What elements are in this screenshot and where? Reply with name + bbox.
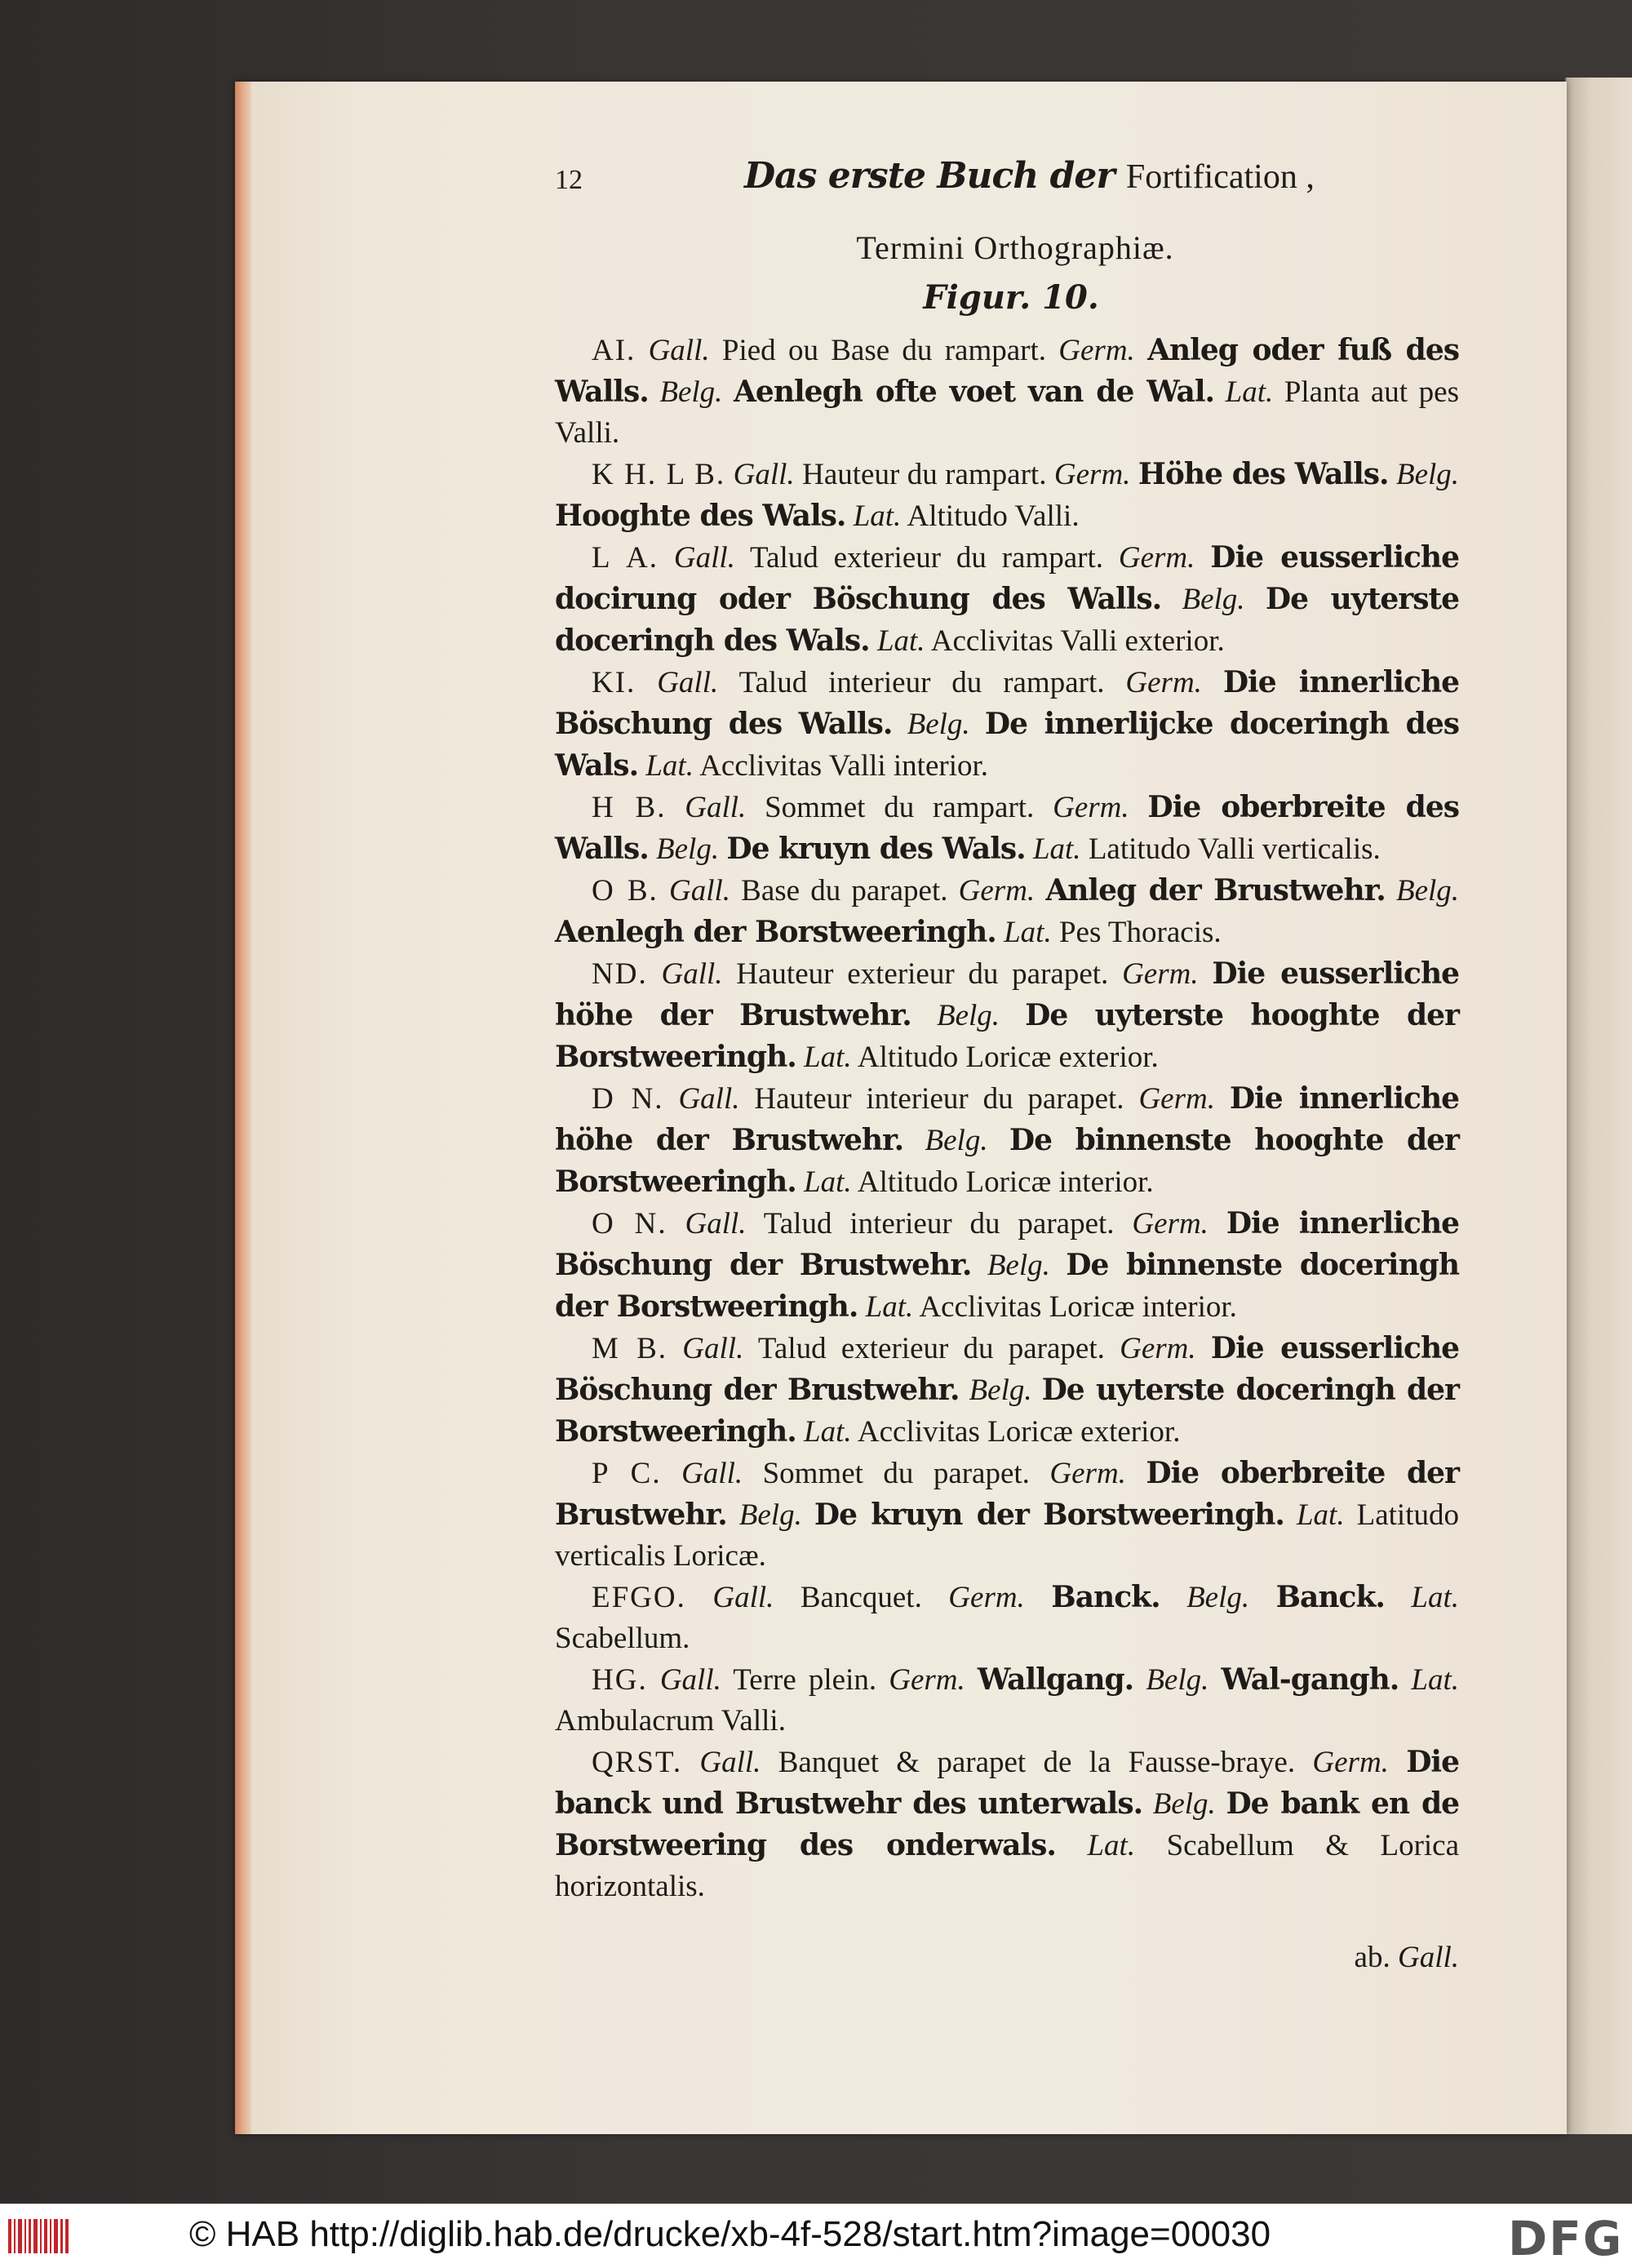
- lang-label-belg: Belg.: [1396, 458, 1460, 491]
- latin-term: Altitudo Loricæ exterior.: [857, 1041, 1159, 1074]
- glossary-entry: [555, 1742, 1459, 1907]
- french-term: Hauteur du rampart.: [802, 458, 1047, 491]
- dutch-term: De uyterste doceringh der Borstweeringh.: [555, 1373, 1460, 1449]
- lang-label-lat: Lat.: [853, 499, 902, 533]
- dutch-term: De kruyn der Borstweeringh.: [814, 1498, 1284, 1532]
- page-number: 12: [555, 165, 583, 195]
- glossary-entry: [555, 662, 1459, 787]
- french-term: Talud exterieur du parapet.: [757, 1332, 1105, 1365]
- entry-key: M B.: [592, 1332, 668, 1365]
- latin-term: Planta aut pes Valli.: [555, 375, 1459, 450]
- lang-label-germ: Germ.: [1132, 1207, 1208, 1241]
- glossary-entry: [555, 1328, 1459, 1453]
- lang-label-germ: Germ.: [1138, 1082, 1215, 1116]
- glossary-entries: [555, 330, 1459, 1907]
- latin-term: Altitudo Loricæ interior.: [857, 1165, 1154, 1199]
- running-title-blackletter: Das erste Buch der: [744, 155, 1115, 197]
- glossary-entry: [555, 1659, 1459, 1742]
- facing-page-edge: [1565, 78, 1632, 2134]
- lang-label-belg: Belg.: [1182, 583, 1245, 616]
- glossary-entry: [555, 787, 1459, 870]
- running-title-punct: ,: [1297, 158, 1315, 196]
- dutch-term: De uyterste hooghte der Borstweeringh.: [555, 998, 1460, 1074]
- lang-label-lat: Lat.: [804, 1041, 852, 1074]
- entry-key: D N.: [592, 1082, 664, 1116]
- entry-key: O N.: [592, 1207, 667, 1241]
- entry-key: H B.: [592, 791, 667, 824]
- lang-label-gall: Gall.: [657, 666, 719, 699]
- barcode-icon: [7, 2216, 70, 2257]
- french-term: Sommet du rampart.: [765, 791, 1035, 824]
- entry-key: QRST.: [592, 1746, 683, 1779]
- dutch-term: Wal-gangh.: [1221, 1662, 1399, 1697]
- lang-label-gall: Gall.: [648, 334, 710, 367]
- german-term: Die innerliche höhe der Brustwehr.: [555, 1081, 1460, 1157]
- lang-label-gall: Gall.: [668, 874, 730, 908]
- glossary-entry: [555, 870, 1459, 953]
- entry-key: O B.: [592, 874, 659, 908]
- dutch-term: Hooghte des Wals.: [555, 499, 846, 533]
- german-term: Die oberbreite der Brustwehr.: [555, 1456, 1460, 1532]
- dutch-term: De binnenste doceringh der Borstweeringh.: [555, 1248, 1459, 1324]
- entry-key: ND.: [592, 957, 648, 991]
- dutch-term: De binnenste hooghte der Borstweeringh.: [555, 1123, 1459, 1199]
- dutch-term: De uyterste doceringh des Wals.: [555, 582, 1460, 658]
- german-term: Die eusserliche Böschung der Brustwehr.: [555, 1331, 1460, 1407]
- lang-label-germ: Germ.: [948, 1581, 1025, 1614]
- lang-label-lat: Lat.: [1411, 1663, 1460, 1697]
- latin-term: Scabellum.: [555, 1622, 690, 1655]
- lang-label-lat: Lat.: [1225, 375, 1274, 409]
- lang-label-belg: Belg.: [1152, 1787, 1216, 1821]
- french-term: Sommet du parapet.: [762, 1457, 1030, 1490]
- dutch-term: De kruyn des Wals.: [726, 832, 1026, 866]
- lang-label-germ: Germ.: [1058, 334, 1135, 367]
- catchword-text: ab.: [1354, 1941, 1390, 1974]
- lang-label-gall: Gall.: [685, 1207, 747, 1241]
- dutch-term: De innerlijcke doceringh des Wals.: [555, 707, 1460, 783]
- latin-term: Scabellum & Lorica horizontalis.: [555, 1829, 1460, 1903]
- lang-label-belg: Belg.: [656, 832, 720, 866]
- lang-label-lat: Lat.: [645, 749, 694, 783]
- lang-label-lat: Lat.: [804, 1415, 852, 1449]
- lang-label-germ: Germ.: [1125, 666, 1202, 699]
- latin-term: Latitudo Valli verticalis.: [1088, 832, 1381, 866]
- lang-label-belg: Belg.: [1395, 874, 1460, 908]
- german-term: Wallgang.: [977, 1662, 1134, 1697]
- glossary-entry: [555, 454, 1459, 537]
- lang-label-gall: Gall.: [673, 541, 735, 575]
- lang-label-gall: Gall.: [699, 1746, 761, 1779]
- german-term: Die innerliche Böschung des Walls.: [555, 665, 1460, 741]
- french-term: Bancquet.: [800, 1581, 922, 1614]
- entry-key: AI.: [592, 334, 636, 367]
- german-term: Banck.: [1051, 1580, 1160, 1614]
- french-term: Banquet & parapet de la Fausse-braye.: [778, 1746, 1296, 1779]
- lang-label-germ: Germ.: [1049, 1457, 1126, 1490]
- latin-term: Acclivitas Loricæ interior.: [919, 1290, 1237, 1324]
- dutch-term: Aenlegh der Borstweeringh.: [555, 915, 996, 949]
- lang-label-germ: Germ.: [958, 874, 1036, 908]
- lang-label-lat: Lat.: [865, 1290, 914, 1324]
- german-term: Die eusserliche höhe der Brustwehr.: [555, 956, 1460, 1032]
- lang-label-lat: Lat.: [1004, 916, 1052, 949]
- lang-label-gall: Gall.: [678, 1082, 740, 1116]
- catchword: [555, 1937, 1459, 1978]
- entry-key: P C.: [592, 1457, 662, 1490]
- lang-label-belg: Belg.: [925, 1124, 988, 1157]
- entry-key: KI.: [592, 666, 636, 699]
- lang-label-germ: Germ.: [1053, 791, 1129, 824]
- dfg-logo: DFG: [1508, 2211, 1624, 2266]
- lang-label-germ: Germ.: [1053, 458, 1131, 491]
- lang-label-lat: Lat.: [804, 1165, 852, 1199]
- lang-label-lat: Lat.: [1087, 1829, 1136, 1862]
- lang-label-belg: Belg.: [969, 1374, 1032, 1407]
- lang-label-lat: Lat.: [876, 624, 925, 658]
- lang-label-germ: Germ.: [889, 1663, 965, 1697]
- lang-label-belg: Belg.: [659, 375, 723, 409]
- french-term: Terre plein.: [733, 1663, 877, 1697]
- latin-term: Acclivitas Loricæ exterior.: [857, 1415, 1181, 1449]
- lang-label-germ: Germ.: [1118, 541, 1195, 575]
- lang-label-belg: Belg.: [936, 999, 1000, 1032]
- latin-term: Ambulacrum Valli.: [555, 1704, 786, 1738]
- lang-label-gall: Gall.: [682, 1332, 744, 1365]
- glossary-entry: [555, 1577, 1459, 1659]
- latin-term: Acclivitas Valli interior.: [699, 749, 989, 783]
- page-red-edge: [235, 82, 251, 2134]
- entry-key: L A.: [592, 541, 659, 575]
- footer-bar: [0, 2204, 1632, 2268]
- lang-label-germ: Germ.: [1312, 1746, 1389, 1779]
- running-title-roman: Fortification: [1125, 158, 1297, 196]
- lang-label-lat: Lat.: [1411, 1581, 1460, 1614]
- running-title: [744, 155, 1315, 197]
- lang-label-belg: Belg.: [1186, 1581, 1250, 1614]
- lang-label-belg: Belg.: [738, 1498, 802, 1532]
- glossary-entry: [555, 330, 1459, 454]
- running-head: [555, 155, 1459, 212]
- lang-label-lat: Lat.: [1032, 832, 1081, 866]
- lang-label-germ: Germ.: [1120, 1332, 1196, 1365]
- lang-label-gall: Gall.: [685, 791, 747, 824]
- french-term: Pied ou Base du rampart.: [721, 334, 1046, 367]
- section-heading: Termini Orthographiæ.: [856, 229, 1174, 266]
- latin-term: Pes Thoracis.: [1058, 916, 1222, 949]
- glossary-entry: [555, 537, 1459, 662]
- lang-label-germ: Germ.: [1122, 957, 1199, 991]
- glossary-entry: [555, 953, 1459, 1078]
- french-term: Base du parapet.: [741, 874, 948, 908]
- latin-term: Acclivitas Valli exterior.: [930, 624, 1225, 658]
- german-term: Anleg oder fuß des Walls.: [555, 333, 1460, 409]
- lang-label-belg: Belg.: [907, 708, 970, 741]
- lang-label-gall: Gall.: [681, 1457, 743, 1490]
- german-term: Die oberbreite des Walls.: [555, 790, 1460, 866]
- latin-term: Altitudo Valli.: [907, 499, 1080, 533]
- glossary-entry: [555, 1203, 1459, 1328]
- entry-key: HG.: [592, 1663, 648, 1697]
- german-term: Anleg der Brustwehr.: [1045, 873, 1386, 908]
- lang-label-gall: Gall.: [733, 458, 795, 491]
- french-term: Talud exterieur du rampart.: [750, 541, 1104, 575]
- lang-label-belg: Belg.: [1146, 1663, 1209, 1697]
- lang-label-gall: Gall.: [712, 1581, 774, 1614]
- page-text: [555, 147, 1459, 2008]
- lang-label-belg: Belg.: [987, 1249, 1050, 1282]
- lang-label-lat: Lat.: [1296, 1498, 1345, 1532]
- french-term: Talud interieur du parapet.: [763, 1207, 1115, 1241]
- figure-label: Figur. 10.: [923, 278, 1099, 317]
- lang-label-gall: Gall.: [661, 957, 723, 991]
- french-term: Hauteur interieur du parapet.: [754, 1082, 1124, 1116]
- german-term: Die innerliche Böschung der Brustwehr.: [555, 1206, 1460, 1282]
- catchword-lang: Gall.: [1397, 1941, 1459, 1974]
- german-term: Die eusserliche docirung oder Böschung des Walls.: [555, 540, 1460, 616]
- glossary-entry: [555, 1078, 1459, 1203]
- dutch-term: Banck.: [1275, 1580, 1385, 1614]
- entry-key: EFGO.: [592, 1581, 686, 1614]
- german-term: Höhe des Walls.: [1138, 457, 1389, 491]
- german-term: Die banck und Brustwehr des unterwals.: [555, 1745, 1460, 1821]
- french-term: Hauteur exterieur du parapet.: [736, 957, 1109, 991]
- dutch-term: Aenlegh ofte voet van de Wal.: [734, 375, 1215, 409]
- glossary-entry: [555, 1453, 1459, 1577]
- french-term: Talud interieur du rampart.: [738, 666, 1105, 699]
- dutch-term: De bank en de Borstweering des onderwals.: [555, 1786, 1460, 1862]
- lang-label-gall: Gall.: [659, 1663, 721, 1697]
- entry-key: K H. L B.: [592, 458, 726, 491]
- latin-term: Latitudo verticalis Loricæ.: [555, 1498, 1459, 1573]
- copyright-link[interactable]: © HAB http://diglib.hab.de/drucke/xb-4f-528/start.htm?image=00030: [189, 2214, 1271, 2254]
